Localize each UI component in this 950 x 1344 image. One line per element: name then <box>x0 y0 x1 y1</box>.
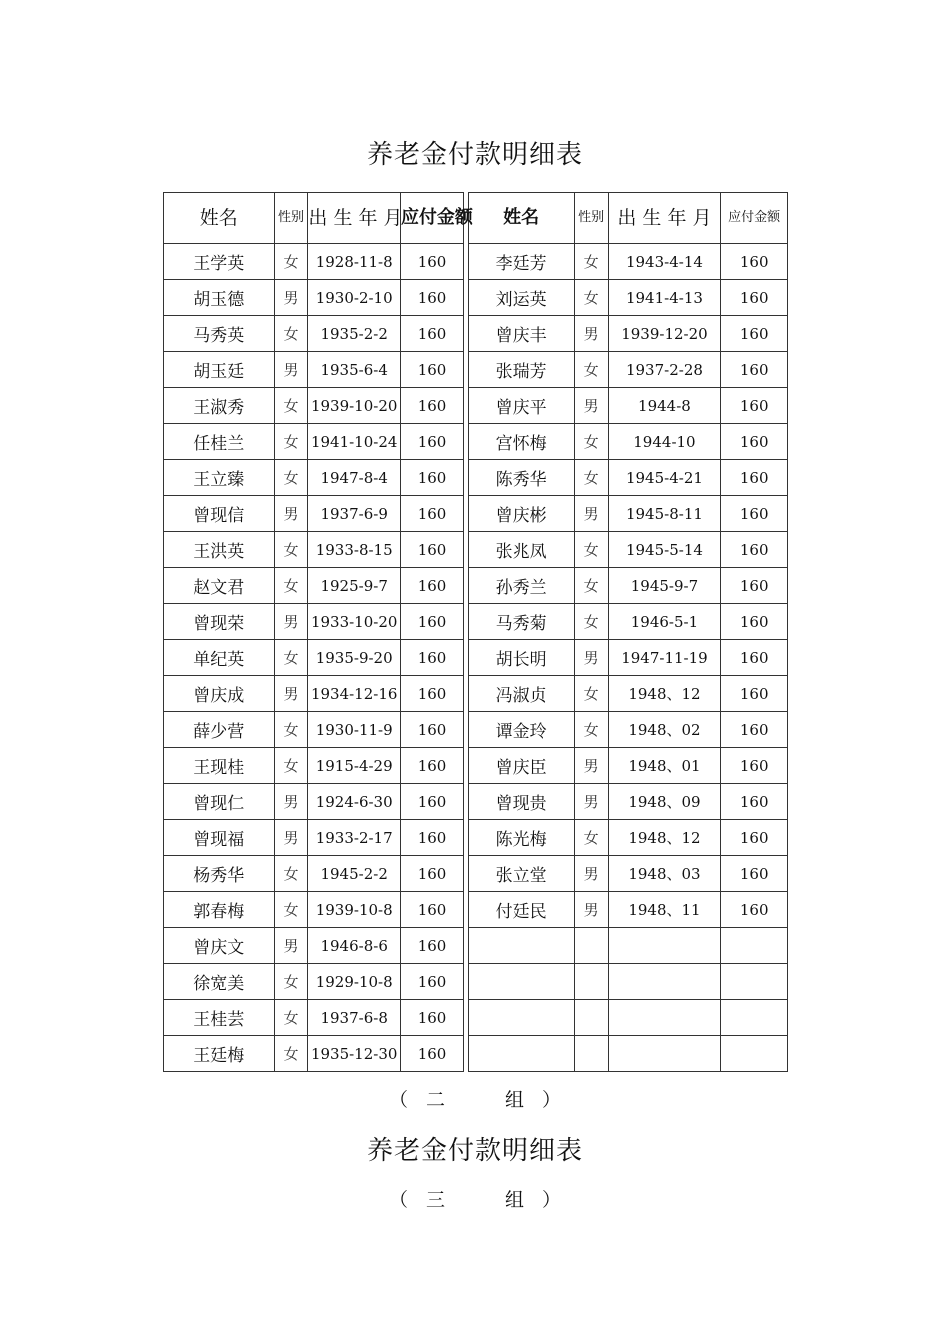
name-cell: 曾庆平 <box>468 388 574 424</box>
amount-cell: 160 <box>721 352 788 388</box>
name-cell: 曾庆文 <box>164 928 275 964</box>
name-cell: 宫怀梅 <box>468 424 574 460</box>
birth-cell: 1943-4-14 <box>608 244 721 280</box>
name-cell: 张立堂 <box>468 856 574 892</box>
sex-cell: 男 <box>274 352 308 388</box>
sex-cell: 女 <box>274 568 308 604</box>
table-row <box>164 1036 788 1072</box>
amount-cell: 160 <box>400 892 463 928</box>
name-cell: 曾现信 <box>164 496 275 532</box>
name-cell: 谭金玲 <box>468 712 574 748</box>
name-cell: 胡玉德 <box>164 280 275 316</box>
sex-cell <box>574 964 608 1000</box>
header-birth: 出 生 年 月 <box>308 193 401 244</box>
sex-cell: 女 <box>574 424 608 460</box>
name-cell: 王学英 <box>164 244 275 280</box>
sex-cell: 男 <box>274 604 308 640</box>
sex-cell: 女 <box>574 280 608 316</box>
header-birth-right: 出 生 年 月 <box>608 193 721 244</box>
birth-cell: 1934-12-16 <box>308 676 401 712</box>
table-row <box>164 676 788 712</box>
amount-cell: 160 <box>400 964 463 1000</box>
amount-cell: 160 <box>400 568 463 604</box>
name-cell: 王立臻 <box>164 460 275 496</box>
name-cell: 单纪英 <box>164 640 275 676</box>
amount-cell: 160 <box>721 748 788 784</box>
birth-cell: 1947-8-4 <box>308 460 401 496</box>
sex-cell: 女 <box>574 532 608 568</box>
name-cell: 冯淑贞 <box>468 676 574 712</box>
amount-cell: 160 <box>721 892 788 928</box>
amount-cell: 160 <box>721 280 788 316</box>
amount-cell: 160 <box>400 496 463 532</box>
amount-cell: 160 <box>721 676 788 712</box>
birth-cell: 1946-5-1 <box>608 604 721 640</box>
sex-cell: 男 <box>574 856 608 892</box>
group-label-3: （ 三 组 ） <box>388 1189 562 1211</box>
table-row <box>164 280 788 316</box>
birth-cell: 1945-9-7 <box>608 568 721 604</box>
amount-cell: 160 <box>400 280 463 316</box>
amount-cell: 160 <box>721 640 788 676</box>
name-cell: 薛少营 <box>164 712 275 748</box>
name-cell: 张瑞芳 <box>468 352 574 388</box>
name-cell: 刘运英 <box>468 280 574 316</box>
amount-cell: 160 <box>721 568 788 604</box>
birth-cell: 1935-9-20 <box>308 640 401 676</box>
amount-cell: 160 <box>400 424 463 460</box>
header-sex: 性别 <box>274 193 308 244</box>
sex-cell: 女 <box>274 460 308 496</box>
name-cell <box>468 928 574 964</box>
header-sex-right: 性别 <box>574 193 608 244</box>
amount-cell: 160 <box>400 784 463 820</box>
sex-cell: 女 <box>274 712 308 748</box>
name-cell: 孙秀兰 <box>468 568 574 604</box>
name-cell: 付廷民 <box>468 892 574 928</box>
birth-cell: 1948、01 <box>608 748 721 784</box>
name-cell: 马秀英 <box>164 316 275 352</box>
name-cell: 王现桂 <box>164 748 275 784</box>
birth-cell: 1935-6-4 <box>308 352 401 388</box>
amount-cell: 160 <box>400 532 463 568</box>
sex-cell: 男 <box>274 676 308 712</box>
name-cell: 王淑秀 <box>164 388 275 424</box>
name-cell: 徐宽美 <box>164 964 275 1000</box>
sex-cell: 女 <box>274 388 308 424</box>
name-cell: 胡长明 <box>468 640 574 676</box>
amount-cell <box>721 964 788 1000</box>
amount-cell: 160 <box>400 1036 463 1072</box>
sex-cell: 男 <box>274 820 308 856</box>
birth-cell: 1941-10-24 <box>308 424 401 460</box>
birth-cell: 1915-4-29 <box>308 748 401 784</box>
amount-cell: 160 <box>400 1000 463 1036</box>
birth-cell: 1924-6-30 <box>308 784 401 820</box>
sex-cell: 女 <box>274 316 308 352</box>
name-cell: 马秀菊 <box>468 604 574 640</box>
name-cell: 曾庆彬 <box>468 496 574 532</box>
page-title: 养老金付款明细表 <box>366 140 583 170</box>
birth-cell: 1939-10-20 <box>308 388 401 424</box>
birth-cell: 1937-6-9 <box>308 496 401 532</box>
birth-cell: 1945-8-11 <box>608 496 721 532</box>
name-cell: 胡玉廷 <box>164 352 275 388</box>
amount-cell: 160 <box>400 820 463 856</box>
birth-cell <box>608 928 721 964</box>
name-cell: 王廷梅 <box>164 1036 275 1072</box>
name-cell: 赵文君 <box>164 568 275 604</box>
table-row <box>164 532 788 568</box>
name-cell: 李廷芳 <box>468 244 574 280</box>
birth-cell: 1941-4-13 <box>608 280 721 316</box>
birth-cell: 1935-2-2 <box>308 316 401 352</box>
amount-cell: 160 <box>400 712 463 748</box>
sex-cell: 男 <box>274 784 308 820</box>
amount-cell: 160 <box>721 532 788 568</box>
birth-cell <box>608 1000 721 1036</box>
birth-cell: 1933-10-20 <box>308 604 401 640</box>
name-cell: 杨秀华 <box>164 856 275 892</box>
sex-cell <box>574 1036 608 1072</box>
birth-cell: 1945-5-14 <box>608 532 721 568</box>
table-row <box>164 352 788 388</box>
table-row <box>164 568 788 604</box>
name-cell: 张兆凤 <box>468 532 574 568</box>
amount-cell: 160 <box>400 856 463 892</box>
table-row <box>164 1000 788 1036</box>
name-cell: 曾庆臣 <box>468 748 574 784</box>
birth-cell: 1947-11-19 <box>608 640 721 676</box>
sex-cell: 女 <box>574 460 608 496</box>
amount-cell: 160 <box>400 640 463 676</box>
amount-cell: 160 <box>721 856 788 892</box>
birth-cell: 1945-4-21 <box>608 460 721 496</box>
birth-cell: 1948、02 <box>608 712 721 748</box>
header-row <box>164 193 788 244</box>
amount-cell: 160 <box>400 928 463 964</box>
birth-cell: 1939-10-8 <box>308 892 401 928</box>
sex-cell: 男 <box>574 640 608 676</box>
amount-cell: 160 <box>721 496 788 532</box>
sex-cell: 女 <box>574 712 608 748</box>
birth-cell: 1948、12 <box>608 676 721 712</box>
table-row <box>164 820 788 856</box>
birth-cell: 1930-11-9 <box>308 712 401 748</box>
name-cell: 曾庆成 <box>164 676 275 712</box>
table-row <box>164 460 788 496</box>
table-row <box>164 928 788 964</box>
amount-cell: 160 <box>721 604 788 640</box>
sex-cell: 男 <box>574 784 608 820</box>
table-row <box>164 388 788 424</box>
header-name-right: 姓名 <box>468 193 574 244</box>
amount-cell: 160 <box>721 460 788 496</box>
sex-cell <box>574 1000 608 1036</box>
amount-cell <box>721 928 788 964</box>
table-row <box>164 640 788 676</box>
birth-cell: 1948、11 <box>608 892 721 928</box>
sex-cell: 女 <box>274 244 308 280</box>
sex-cell: 男 <box>274 280 308 316</box>
amount-cell: 160 <box>721 244 788 280</box>
sex-cell: 女 <box>274 964 308 1000</box>
amount-cell: 160 <box>400 316 463 352</box>
amount-cell: 160 <box>400 388 463 424</box>
name-cell: 郭春梅 <box>164 892 275 928</box>
birth-cell <box>608 1036 721 1072</box>
name-cell: 曾现荣 <box>164 604 275 640</box>
sex-cell: 男 <box>574 388 608 424</box>
amount-cell: 160 <box>400 244 463 280</box>
name-cell <box>468 1036 574 1072</box>
amount-cell: 160 <box>400 676 463 712</box>
table-row <box>164 748 788 784</box>
sex-cell: 女 <box>274 748 308 784</box>
amount-cell <box>721 1000 788 1036</box>
name-cell: 曾现仁 <box>164 784 275 820</box>
sex-cell: 女 <box>574 568 608 604</box>
sex-cell: 女 <box>274 1000 308 1036</box>
name-cell: 曾庆丰 <box>468 316 574 352</box>
amount-cell: 160 <box>721 820 788 856</box>
birth-cell: 1944-8 <box>608 388 721 424</box>
header-name: 姓名 <box>164 193 275 244</box>
sex-cell <box>574 928 608 964</box>
table-row <box>164 496 788 532</box>
name-cell: 王洪英 <box>164 532 275 568</box>
name-cell: 曾现福 <box>164 820 275 856</box>
sex-cell: 男 <box>274 496 308 532</box>
sex-cell: 女 <box>274 640 308 676</box>
sex-cell: 女 <box>574 676 608 712</box>
birth-cell: 1939-12-20 <box>608 316 721 352</box>
amount-cell: 160 <box>400 604 463 640</box>
birth-cell: 1933-8-15 <box>308 532 401 568</box>
sex-cell: 女 <box>574 352 608 388</box>
group-label-2: （ 二 组 ） <box>388 1089 562 1111</box>
name-cell: 陈秀华 <box>468 460 574 496</box>
birth-cell: 1935-12-30 <box>308 1036 401 1072</box>
table-row <box>164 784 788 820</box>
amount-cell: 160 <box>721 388 788 424</box>
sex-cell: 女 <box>574 820 608 856</box>
sex-cell: 女 <box>274 892 308 928</box>
sex-cell: 男 <box>574 892 608 928</box>
name-cell: 曾现贵 <box>468 784 574 820</box>
sex-cell: 女 <box>274 532 308 568</box>
amount-cell: 160 <box>400 460 463 496</box>
birth-cell <box>608 964 721 1000</box>
amount-cell: 160 <box>721 316 788 352</box>
name-cell: 任桂兰 <box>164 424 275 460</box>
table-row <box>164 892 788 928</box>
birth-cell: 1925-9-7 <box>308 568 401 604</box>
sex-cell: 女 <box>274 856 308 892</box>
amount-cell: 160 <box>721 424 788 460</box>
birth-cell: 1937-6-8 <box>308 1000 401 1036</box>
sex-cell: 女 <box>574 244 608 280</box>
birth-cell: 1945-2-2 <box>308 856 401 892</box>
name-cell: 王桂芸 <box>164 1000 275 1036</box>
birth-cell: 1933-2-17 <box>308 820 401 856</box>
sex-cell: 男 <box>574 748 608 784</box>
birth-cell: 1930-2-10 <box>308 280 401 316</box>
page-title-2: 养老金付款明细表 <box>366 1136 583 1166</box>
birth-cell: 1944-10 <box>608 424 721 460</box>
table-row <box>164 244 788 280</box>
sex-cell: 男 <box>274 928 308 964</box>
sex-cell: 男 <box>574 496 608 532</box>
table-row <box>164 316 788 352</box>
birth-cell: 1929-10-8 <box>308 964 401 1000</box>
sex-cell: 男 <box>574 316 608 352</box>
table-row <box>164 856 788 892</box>
pension-payment-table <box>163 192 788 1072</box>
header-amount-right: 应付金额 <box>721 193 788 244</box>
name-cell: 陈光梅 <box>468 820 574 856</box>
name-cell <box>468 1000 574 1036</box>
table-row <box>164 712 788 748</box>
amount-cell: 160 <box>721 712 788 748</box>
amount-cell: 160 <box>721 784 788 820</box>
table-row <box>164 424 788 460</box>
birth-cell: 1937-2-28 <box>608 352 721 388</box>
amount-cell: 160 <box>400 748 463 784</box>
table-row <box>164 604 788 640</box>
birth-cell: 1948、03 <box>608 856 721 892</box>
header-amount: 应付金额 <box>400 193 463 244</box>
table-row <box>164 964 788 1000</box>
birth-cell: 1928-11-8 <box>308 244 401 280</box>
birth-cell: 1948、12 <box>608 820 721 856</box>
sex-cell: 女 <box>574 604 608 640</box>
sex-cell: 女 <box>274 424 308 460</box>
amount-cell <box>721 1036 788 1072</box>
sex-cell: 女 <box>274 1036 308 1072</box>
birth-cell: 1948、09 <box>608 784 721 820</box>
amount-cell: 160 <box>400 352 463 388</box>
birth-cell: 1946-8-6 <box>308 928 401 964</box>
name-cell <box>468 964 574 1000</box>
